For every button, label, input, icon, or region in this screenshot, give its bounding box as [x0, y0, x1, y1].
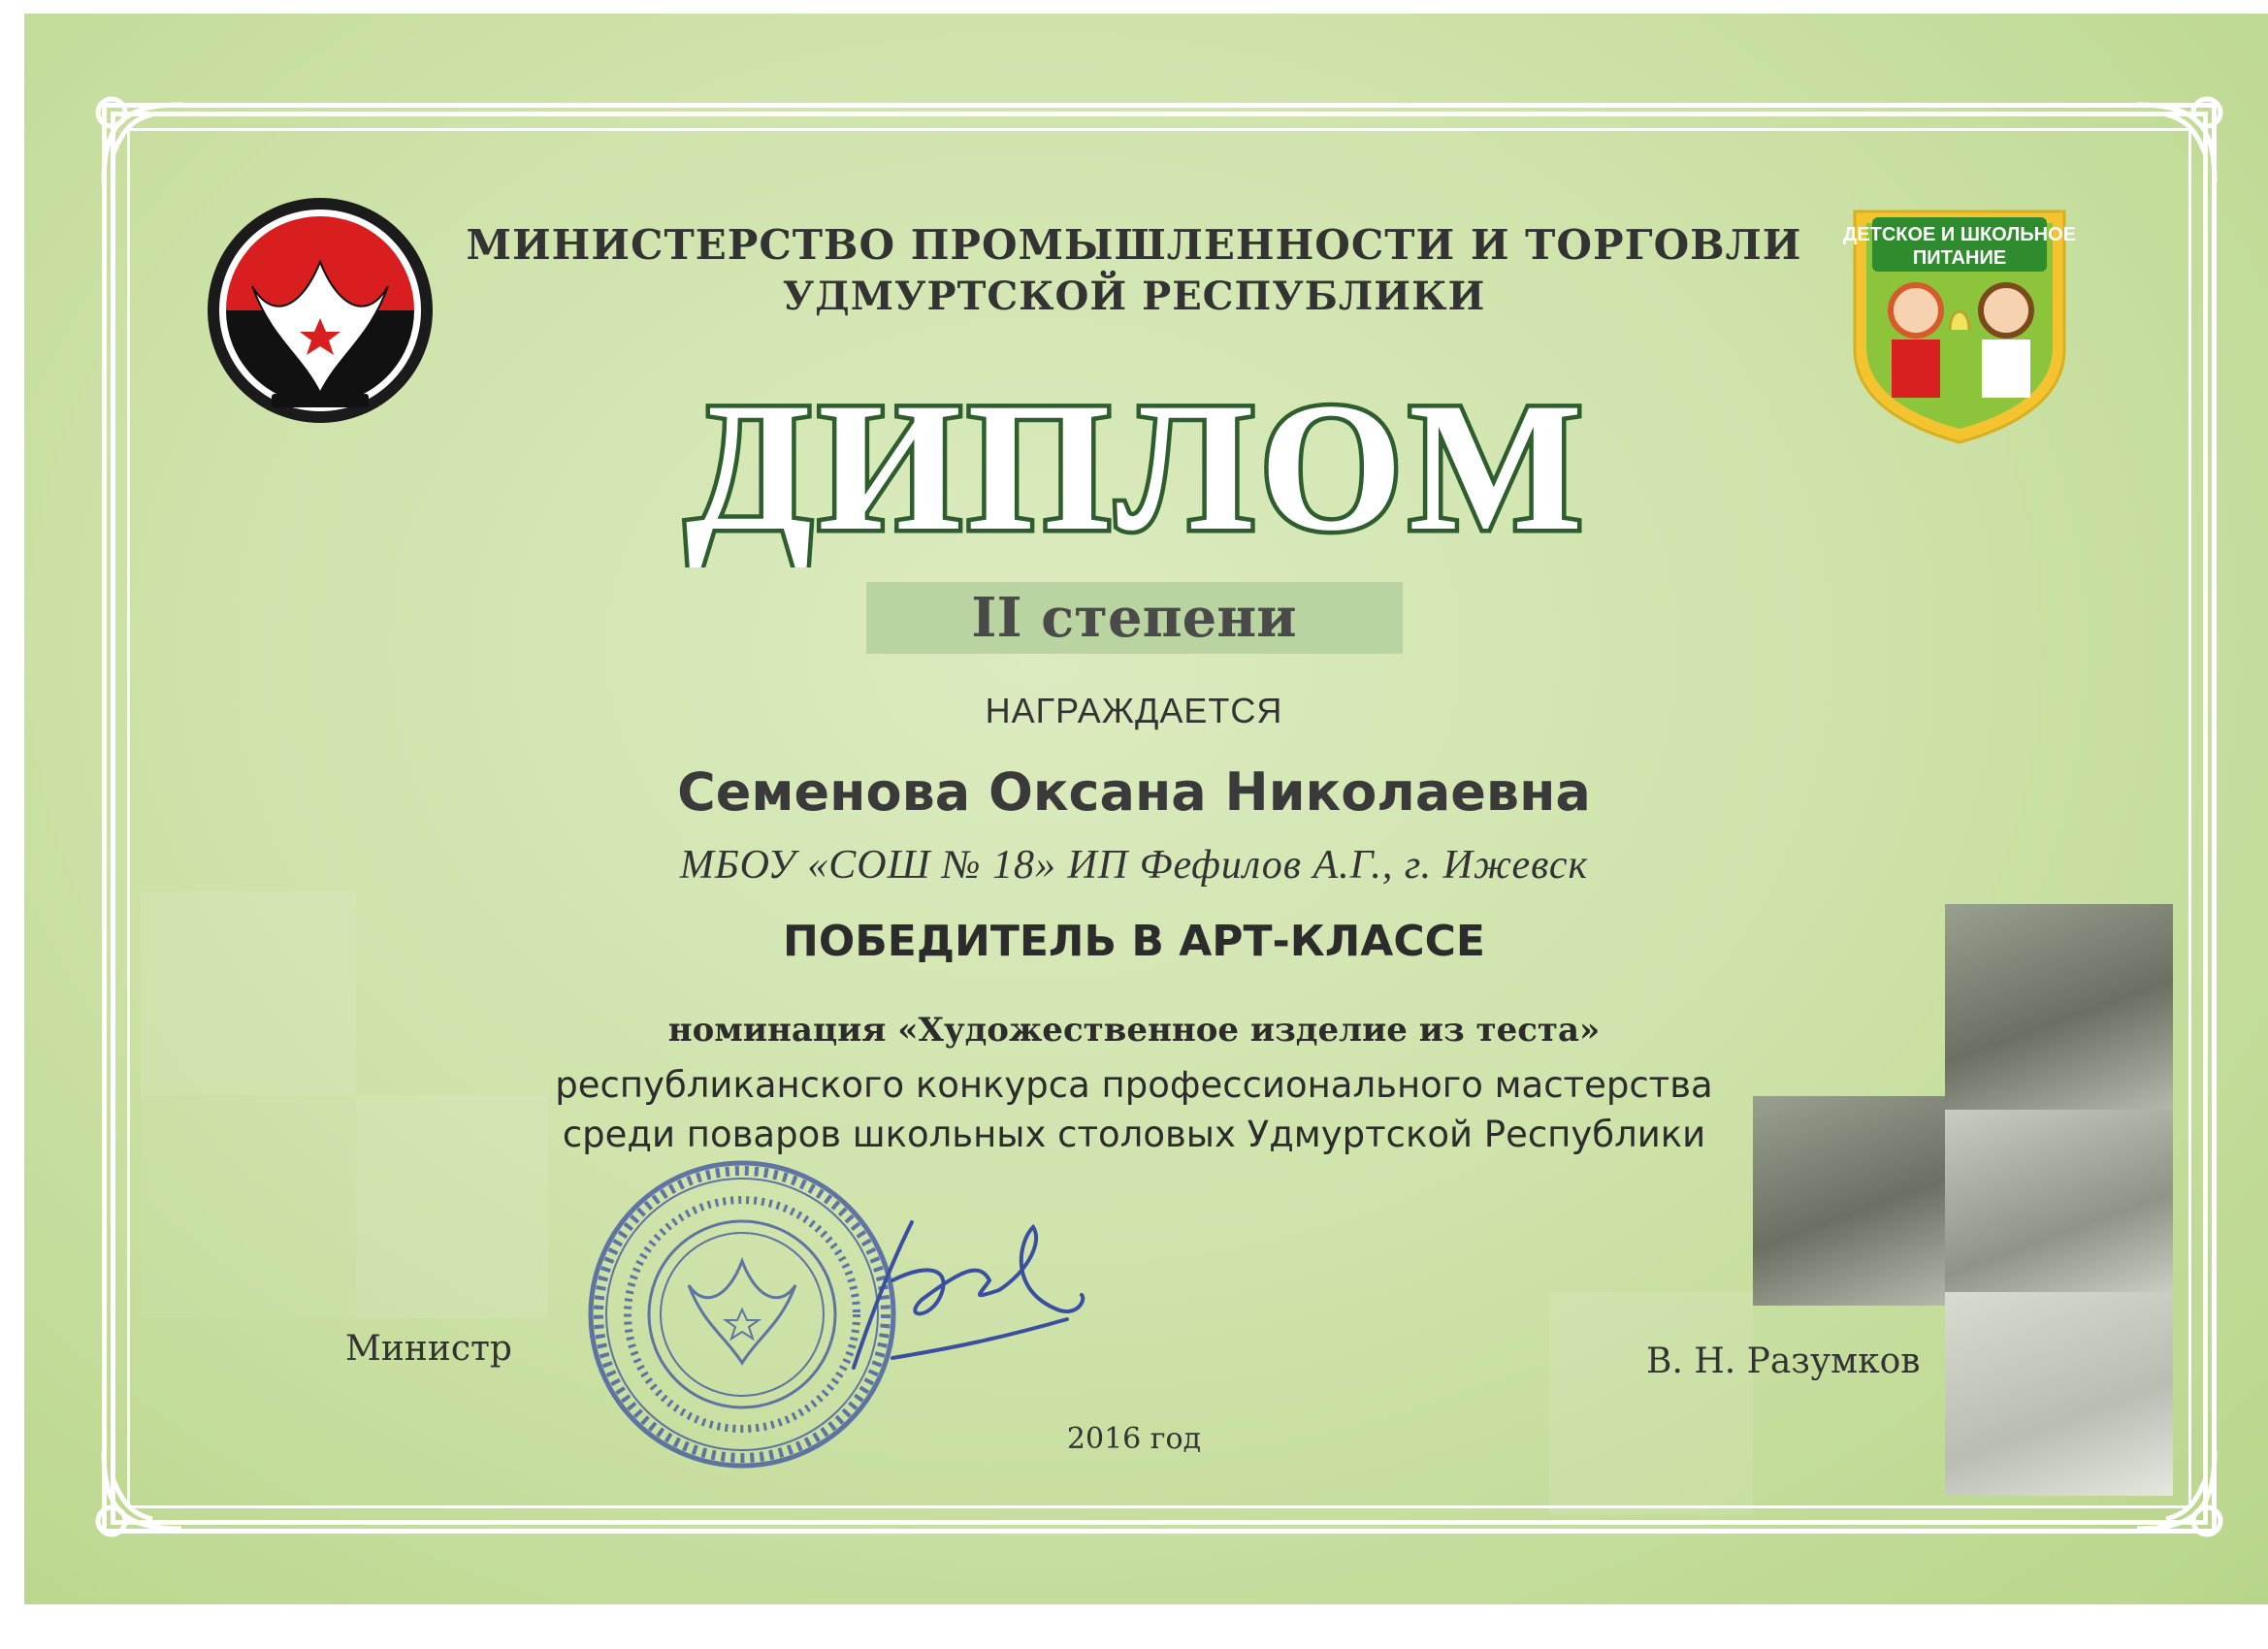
nomination-text: номинация «Художественное изделие из теста»	[667, 1011, 1601, 1050]
svg-text:ПИТАНИЕ: ПИТАНИЕ	[1912, 247, 2007, 269]
signature-scribble	[834, 1203, 1096, 1397]
ornament-icon	[84, 85, 201, 202]
ornament-icon	[2118, 85, 2234, 202]
signatory-name: В. Н. Разумков	[1646, 1342, 1921, 1381]
grade-label: II степени	[971, 586, 1297, 650]
recipient-organization: МБОУ «СОШ № 18» ИП Фефилов А.Г., г. Ижевск	[679, 843, 1589, 888]
contest-description-line2: среди поваров школьных столовых Удмуртской Республики	[562, 1114, 1706, 1155]
ministry-title-line1: МИНИСТЕРСТВО ПРОМЫШЛЕННОСТИ И ТОРГОВЛИ	[466, 221, 1802, 269]
diploma-title-text: ДИПЛОМ	[685, 373, 1589, 567]
issue-year: 2016 год	[1066, 1422, 1202, 1456]
awarded-label: НАГРАЖДАЕТСЯ	[985, 691, 1283, 730]
recipient-name: Семенова Оксана Николаевна	[677, 761, 1591, 823]
diploma-title	[0, 373, 2268, 567]
contest-description-line1: республиканского конкурса профессионального мастерства	[555, 1064, 1713, 1106]
signatory-position: Министр	[345, 1329, 512, 1369]
achievement-title: ПОБЕДИТЕЛЬ В АРТ-КЛАССЕ	[783, 917, 1485, 966]
svg-text:ДЕТСКОЕ И ШКОЛЬНОЕ: ДЕТСКОЕ И ШКОЛЬНОЕ	[1843, 224, 2076, 245]
ministry-title-line2: УДМУРТСКОЙ РЕСПУБЛИКИ	[782, 274, 1486, 319]
